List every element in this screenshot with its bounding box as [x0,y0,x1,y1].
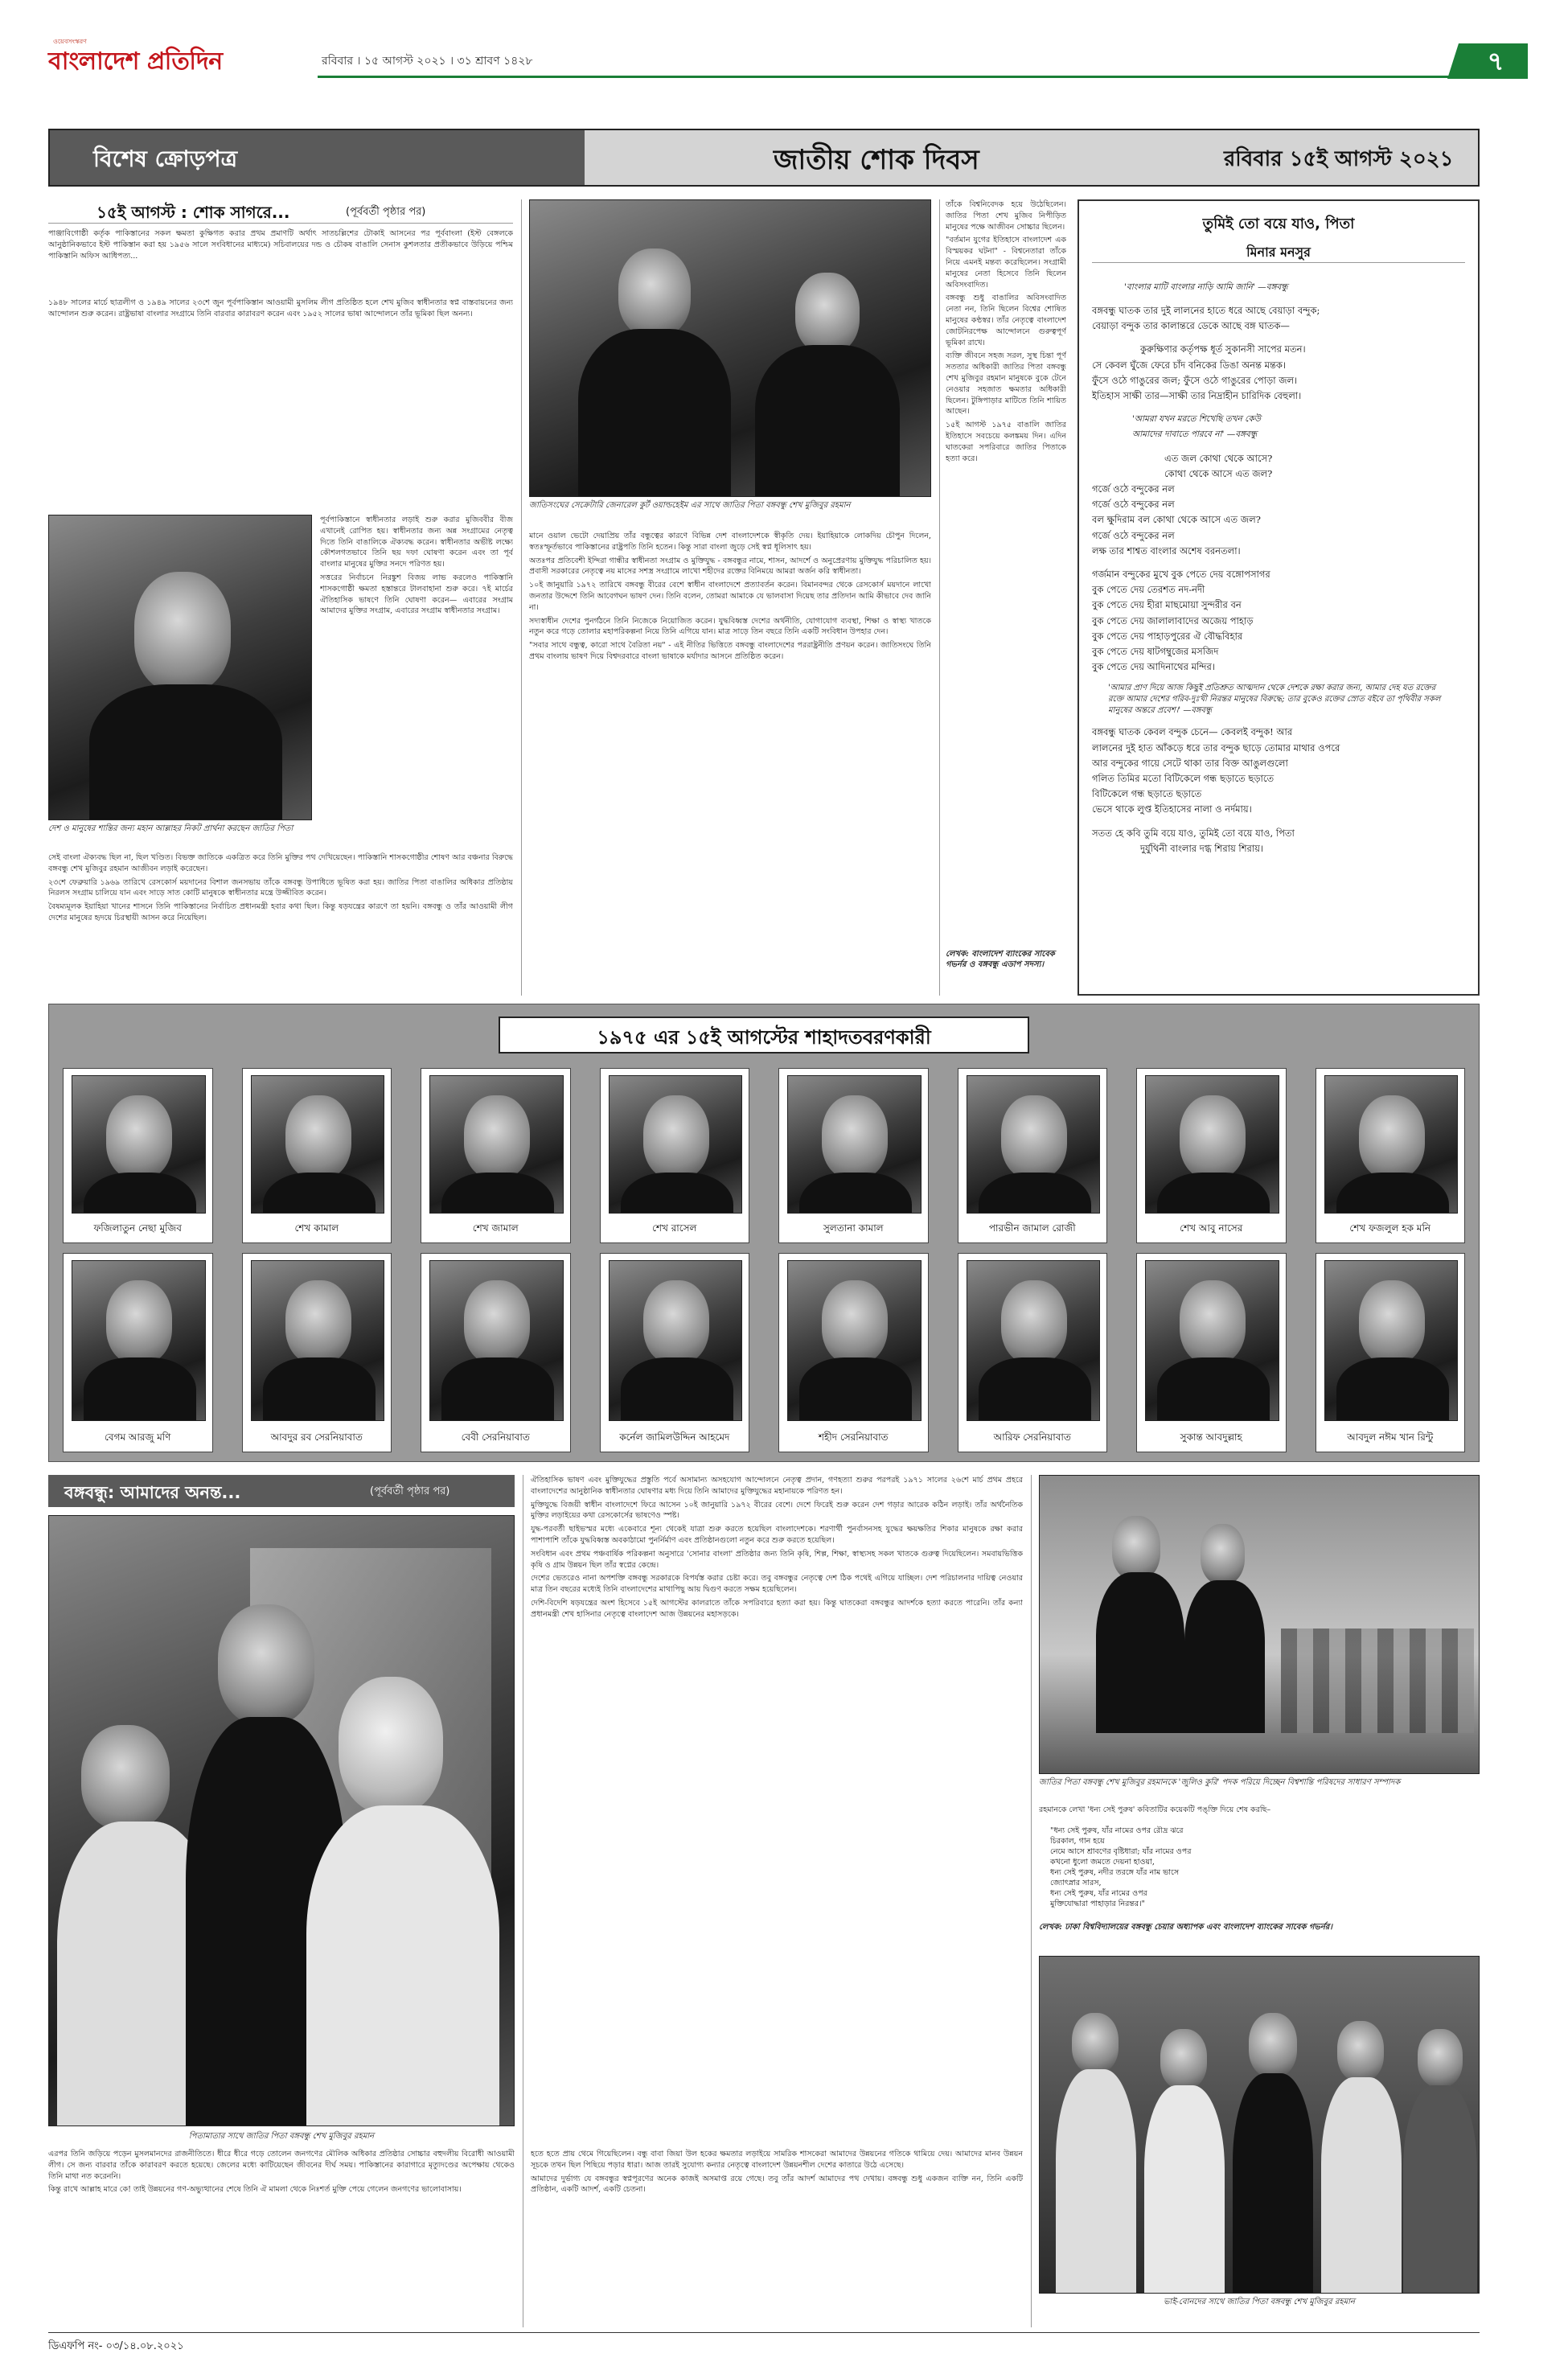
poem-line: ভেসে থাকে লুপ্ত ইতিহাসের নালা ও নর্দমায়। [1092,803,1252,815]
masthead [48,0,1528,129]
martyr-portrait-photo [1145,1075,1279,1214]
poem-line: গর্জমান বন্দুকের মুখে বুক পেতে দেয় বঙ্গোপসাগর [1092,569,1270,581]
poem-line: 'আমরা যখন মরতে শিখেছি তখন কেউ [1132,414,1261,425]
article1-col-a2 [320,515,513,824]
poem-line: এত জল কোথা থেকে আসে? [1164,452,1273,464]
column-divider [521,199,522,996]
martyr-portrait-photo [429,1260,564,1421]
photo-person-body [1144,2085,1225,2294]
article1-para: ১৯৪৮ সালের মার্চে ছাত্রলীগ ও ১৯৪৯ সালের ২৩শে জুন পূর্বপাকিস্তান আওয়ামী মুসলিম লীগ প্রতিষ্ঠিত হলে শেখ মুজিব স্বাধীনতার স্বপ্ন বাস্তবায়নের জন্য আন্দোলন শুরু করেন। রাষ্ট্রভাষা বাংলার সংগ্রামে তিনি বারবার কারাবরণ করেন এবং ১৯৫২ সালের ভাষা আন্দোলনে তাঁর ভূমিকা ছিল অনন্য। [48,298,513,318]
article1-para: বঙ্গবন্ধু শুধু বাঙালির অবিসংবাদিত নেতা নন, তিনি ছিলেন বিশ্বের শোষিত মানুষের কণ্ঠস্বর। তাঁর নেতৃত্বে বাংলাদেশ জোটনিরপেক্ষ আন্দোলনে গুরুত্বপূর্ণ ভূমিকা রাখে। [946,294,1066,347]
portrait-body [89,684,282,820]
martyr-face [822,1095,888,1179]
photo-bangabandhu-body [1233,2073,1313,2294]
article1-para: বৈষম্যমূলক ইয়াহিয়া খানের শাসনে তিনি পাকিস্তানের নির্বাচিত প্রধানমন্ত্রী হবার কথা ছিল। কিন্তু ষড়যন্ত্রের কারণে তা হয়নি। বঙ্গবন্ধু ও তাঁর আওয়ামী লীগ দেশের মানুষের হৃদয়ে চিরস্থায়ী আসন করে নিয়েছিল। [48,902,513,922]
photo-official-face [1201,1524,1245,1584]
photo-bangabandhu-body [1096,1572,1184,1733]
martyr-shoulders [1157,1173,1270,1214]
poem-line: গর্জে ওঠে বন্দুকের নল [1092,529,1175,541]
photo-person-1-body [578,329,731,497]
martyr-name: শহীদ সেরনিয়াবাত [818,1431,889,1443]
article2-bottom-left [48,2149,515,2327]
poem-line [1092,334,1465,342]
martyr-face [1001,1095,1067,1179]
quote-line: "ধন্য সেই পুরুষ, যাঁর নামের ওপর রৌদ্র ঝরে [1050,1826,1184,1835]
article2-right-intro: রহমানকে লেখা 'ধন্য সেই পুরুষ' কবিতাটির কয়েকটি পঙ্‌ক্তি দিয়ে শেষ করছি– [1039,1805,1271,1814]
martyr-portrait-photo [72,1260,206,1421]
column-divider [1031,1475,1032,2327]
martyr-face [1359,1280,1425,1364]
martyr-face [643,1095,709,1179]
martyr-card [1136,1068,1287,1243]
article1-para: সত্তরের নির্বাচনে নিরঙ্কুশ বিজয় লাভ করলেও পাকিস্তানি শাসকগোষ্ঠী ক্ষমতা হস্তান্তরে টালবাহানা শুরু করে। ৭ই মার্চের ঐতিহাসিক ভাষণে তিনি ঘোষণা করেন— এবারের সংগ্রাম আমাদের মুক্তির সংগ্রাম, এবারের সংগ্রাম স্বাধীনতার সংগ্রাম। [320,573,513,616]
martyr-card [1316,1253,1466,1452]
martyr-card [242,1253,392,1452]
article1-para: তাঁকে বিশ্বনিবেদক হয়ে উঠেছিলেন। জাতির পিতা শেখ মুজিব নিপীড়িত মানুষের পক্ষে আজীবন সোচ্চার ছিলেন। [946,200,1066,232]
article1-para: ১০ই জানুয়ারি ১৯৭২ তারিখে বঙ্গবন্ধু বীরের বেশে স্বাধীন বাংলাদেশে প্রত্যাবর্তন করেন। বিমানবন্দর থেকে রেসকোর্স ময়দানে লাখো জনতার উদ্দেশে তিনি আবেগঘন ভাষণ দেন। তিনি বলেন, তোমরা আমাকে যে ভালবাসা দিয়েছ তার প্রতিদান আমি কীভাবে দেব জানি না। [529,581,931,612]
martyr-card [421,1068,571,1243]
poem-line: ফুঁসে ওঠে গাঙুরের জল; ফুঁসে ওঠে গাঙুরের পোড়া জল। [1092,374,1298,386]
quote-line: ধন্য সেই পুরুষ, নদীর তরঙ্গে যাঁর নাম ভাসে [1050,1868,1180,1877]
article1-lead: পাঞ্জাবিগোষ্ঠী কর্তৃক পাকিস্তানের সকল ক্ষমতা কুক্ষিগত করার প্রথম প্রমাণটি অর্থাৎ সাতচল্লিশের টোকাই আসনের পর পূর্ববাংলা (ইস্ট বেঙ্গলকে আনুষ্ঠানিকভাবে ইস্ট পাকিস্তান করা হয় ১৯৫৬ সালে সংবিধানের মাধ্যমে) সচিবালয়ের দন্ড ও চৌকষ বাঙালি সেনাস কুশলতার প্রতীকভাবে উড়িয়ে পশ্চিম পাকিস্তানি অফিস আধিপত্য... [48,229,513,261]
martyr-face [285,1095,351,1179]
poem-line [1092,404,1465,412]
article2-quote [1050,1826,1468,1909]
portrait-face [134,572,231,692]
poem-line: বুক পেতে দেয় তেরশত নদ-নদী [1092,584,1205,596]
poem-line: বঙ্গবন্ধু ঘাতক কেবল বন্দুক চেনে— কেবলই বন্দুক! আর [1092,726,1293,738]
martyr-shoulders [1336,1173,1449,1214]
poem-line [1092,717,1465,725]
photo-audience [1281,1629,1474,1733]
article1-col-a [48,298,513,507]
article2-para: ঐতিহাসিক ভাষণ এবং মুক্তিযুদ্ধের প্রস্তুতি পর্বে অসামান্য অসহযোগ আন্দোলনে নেতৃত্ব প্রদান, গণহত্যা শুরুর পরপরই ১৯৭১ সালের ২৬শে মার্চ প্রথম প্রহরে বাংলাদেশের আনুষ্ঠানিক স্বাধীনতার ঘোষণার মধ্য দিয়ে তিনি আমাদের মুক্তিযুদ্ধের মহানায়কে পরিণত হন। [531,1476,1023,1496]
martyr-shoulders [979,1357,1091,1421]
martyr-shoulders [799,1173,912,1214]
article1-para: মানে ওয়াল ভেটো দেয়াপ্রিয় তাঁর বন্ধুত্বের কারণে বিভিন্ন দেশ বাংলাদেশকে স্বীকৃতি দেয়। ইয়াহিয়াকে লোকদিয় চৌপুন দিলেন, স্বতঃস্ফূর্তভাবে পাকিস্তানের রাষ্ট্রপতি তিনি হতেন। কিন্তু সারা বাংলা জুড়ে সেই স্বপ্ন ধূলিসাৎ হয়। [529,532,931,552]
martyr-portrait-photo [967,1260,1101,1421]
masthead-rule [318,76,1492,78]
martyr-face [1180,1280,1246,1364]
article2-para: এরপর তিনি জড়িয়ে পড়েন মুসলমানদের রাজনীতিতে। ধীরে ধীরে গড়ে তোলেন জনগণের মৌলিক অধিকার প্রতিষ্ঠার সোচ্চার বহুদলীয় বিরোধী আওয়ামী লীগ। সে জন্য বারবার তাঁকে কারাবরণ করতে হয়েছে। জেলের মধ্যে কাটিয়েছেন জীবনের দীর্ঘ সময়। পাকিস্তানের কারাগারে মৃত্যুদণ্ডের অপেক্ষায় থেকেও তিনি মাথা নত করেননি। [48,2150,515,2181]
martyr-card [600,1068,750,1243]
martyr-face [643,1280,709,1364]
article1-para: ব্যক্তি জীবনে সহজ সরল, সুস্থ চিন্তা পূর্ণ সততার অধিকারী জাতির পিতা বঙ্গবন্ধু শেখ মুজিবুর রহমান মানুষকে বুকে টেনে নেওয়ার সহজাত ক্ষমতার অধিকারী ছিলেন। টুঙ্গিপাড়ার মাটিতে তিনি শায়িত আছেন। [946,351,1066,417]
martyr-card [600,1253,750,1452]
martyr-face [464,1095,530,1179]
article2-para: আমাদের দুর্ভাগ্য যে বঙ্গবন্ধুর স্বপ্নপূরণের অনেক কাজই অসমাপ্ত রয়ে গেছে। তবু তাঁর আদর্শ আমাদের পথ দেখায়। বঙ্গবন্ধু শুধু একজন ব্যক্তি নন, তিনি একটি প্রতিষ্ঠান, একটি আদর্শ, একটি চেতনা। [531,2174,1023,2195]
praying-portrait-caption: দেশ ও মানুষের শান্তির জন্য মহান আল্লাহর নিকট প্রার্থনা করছেন জাতির পিতা [48,824,293,833]
poem-line [1092,818,1465,826]
martyr-shoulders [263,1173,376,1214]
martyr-card [958,1253,1108,1452]
family-photo [48,1515,515,2126]
martyr-portrait-photo [1145,1260,1279,1421]
poem-line: বিটিকেলে গন্ধ ছড়াতে ছড়াতে [1092,788,1202,800]
photo-father-face [339,1677,443,1813]
column-divider [939,199,940,996]
martyrs-row-2 [48,1248,1480,1457]
poem-line: আমাদের দাবাতে পারবে না' —বঙ্গবন্ধু [1132,429,1258,440]
medal-ceremony-caption: জাতির পিতা বঙ্গবন্ধু শেখ মুজিবুর রহমানকে 'জুলিও কুরি' পদক পরিয়ে দিচ্ছেন বিশ্বশান্তি পরিষদের সাধারণ সম্পাদক [1039,1778,1401,1787]
martyr-portrait-photo [72,1075,206,1214]
page-number: ৭ [1487,46,1504,76]
martyr-shoulders [84,1173,196,1214]
martyr-face [822,1280,888,1364]
poem-line: লক্ষ তার শাশ্বত বাংলার অশেষ বরনতলা। [1092,544,1241,557]
photo-father-body [306,1805,499,2126]
martyr-name: কর্নেল জামিলউদ্দিন আহমেদ [619,1431,730,1443]
article1-para: অতঃপর প্রতিবেশী ইন্দিরা গান্ধীর স্বাধীনতা সংগ্রাম ও মুক্তিযুদ্ধ - বঙ্গবন্ধুর নামে, শাসন, আদর্শে ও অনুপ্রেরণায় মুক্তিযুদ্ধ পরিচালিত হয়। প্রবাসী সরকারের নেতৃত্বে নয় মাসের সশস্ত্র সংগ্রামে লাখো শহীদের রক্তের বিনিময়ে আমরা অর্জন করি স্বাধীনতা। [529,556,931,577]
quote-line: চিরকাল, গান হয়ে [1050,1837,1105,1846]
martyr-shoulders [1157,1357,1270,1421]
poem-line: বুক পেতে দেয় আদিনাথের মন্দির। [1092,661,1215,673]
article2-para: সংবিধান এবং প্রথম পঞ্চবার্ষিক পরিকল্পনা অনুসারে 'সোনার বাংলা' প্রতিষ্ঠার জন্য তিনি কৃষি, শিল্প, শিক্ষা, স্বাস্থ্যসহ সকল খাতকে গুরুত্ব দিয়েছিলেন। সমবায়ভিত্তিক কৃষি ও গ্রাম উন্নয়ন ছিল তাঁর স্বপ্নের কেন্দ্রে। [531,1549,1023,1570]
poem-line: বেয়াড়া বন্দুক তার কালান্তরে ডেকে আছে বঙ্গ ঘাতক— [1092,320,1290,332]
martyrs-row-1 [48,1063,1480,1248]
martyr-card [778,1253,929,1452]
article1-para: "বর্তমান যুগের ইতিহাসে বাংলাদেশ এক বিস্ময়কর ঘটনা" - বিশ্বনেতারা তাঁকে নিয়ে এমনই মন্তব্য করেছিলেন। সংগ্রামী মানুষের নেতা হিসেবে তিনি ছিলেন অবিসংবাদিত। [946,236,1066,290]
martyr-card [778,1068,929,1243]
siblings-photo [1039,1956,1480,2294]
article2-para: মুক্তিযুদ্ধে বিজয়ী স্বাধীন বাংলাদেশে ফিরে আসেন ১০ই জানুয়ারি ১৯৭২ বীরের বেশে। দেশে ফিরেই শুরু করেন দেশ গড়ার আরেক কঠিন লড়াই। তাঁর অর্থনৈতিক মুক্তির লড়াইয়ের কথা রেসকোর্সের ভাষণেও স্পষ্ট। [531,1500,1023,1521]
praying-portrait-photo [48,515,312,820]
poem-line: বুক পেতে দেয় জালালাবাদের অজেয় পাহাড় [1092,614,1254,626]
poem-line: বুক পেতে দেয় হীরা মাছমোয়া সুন্দরীর বন [1092,599,1242,611]
martyr-name: আবদুর রব সেরনিয়াবাত [270,1431,363,1443]
quote-line: জ্যোৎস্নার সারস, [1050,1879,1102,1887]
poem-line [1092,675,1465,683]
martyr-name: বেগম আরজু মণি [105,1431,171,1443]
quote-line: ধন্য সেই পুরুষ, যাঁর নামের ওপর [1050,1889,1147,1898]
poem-line: আর বন্দুকের গায়ে সেটে থাকা তার বিক্ত আঙুলগুলো [1092,757,1288,769]
martyr-card [958,1068,1108,1243]
poem-line: গলিত তিমির মতো বিটিকেলে গন্ধ ছড়াতে ছড়াতে [1092,773,1275,785]
poem-box [1077,199,1480,996]
article1-para: "সবার সাথে বন্ধুত্ব, কারো সাথে বৈরিতা নয়" - এই নীতির ভিত্তিতে বঙ্গবন্ধু বাংলাদেশের পররাষ্ট্রনীতি প্রণয়ন করেন। জাতিসংঘে তিনি প্রথম বাংলায় ভাষণ দিয়ে বিশ্বদরবারে বাংলা ভাষাকে মর্যাদার আসনে প্রতিষ্ঠিত করেন। [529,641,931,661]
photo-person-face [1418,2029,1463,2087]
medal-ceremony-photo [1039,1475,1480,1774]
photo-person-1-face [618,248,691,337]
photo-bangabandhu-face [1249,2013,1297,2077]
poem-lines [1092,303,1465,856]
poem-title: তুমিই তো বয়ে যাও, পিতা [1202,216,1355,232]
martyr-name: শেখ রাসেল [652,1222,697,1234]
poem-line: কোথা থেকে আসে এত জল? [1164,467,1273,479]
martyr-shoulders [263,1357,376,1421]
martyr-face [285,1280,351,1364]
poem-line [1092,559,1465,567]
article2-bottom-right [531,2149,1023,2327]
martyr-name: শেখ আবু নাসের [1180,1222,1243,1234]
martyr-shoulders [621,1357,733,1421]
martyr-name: বেবী সেরনিয়াবাত [461,1431,530,1443]
article2-continued: (পূর্ববর্তী পৃষ্ঠার পর) [370,1485,450,1497]
martyr-portrait-photo [787,1075,922,1214]
article1-heading [48,199,513,224]
poem-author: মিনার মনসুর [1246,244,1311,260]
masthead-date: রবিবার । ১৫ আগস্ট ২০২১ । ৩১ শ্রাবণ ১৪২৮ [322,55,533,68]
article2-para: হতে হতে প্রায় থেমে গিয়েছিলেন। বন্ধু বাবা জিয়া উল হকের ক্ষমতার লড়াইয়ে সামরিক শাসকেরা আমাদের উন্নয়নের গতিকে থামিয়ে দেয়। আমাদের মানব উন্নয়ন সূচকে তখন ছিল পিছিয়ে পড়ার ধারা। আজ তারই সুযোগ্য কন্যার নেতৃত্বে বাংলাদেশ উন্নয়নশীল দেশের কাতারে উঠে এসেছে। [531,2150,1023,2170]
poem-line: দুর্যুথিনী বাংলার দগ্ধ শিরায় শিরায়। [1140,842,1264,854]
martyr-face [106,1095,172,1179]
photo-person-body [1321,2077,1402,2294]
martyr-card [242,1068,392,1243]
martyr-card [421,1253,571,1452]
poem-line: বঙ্গবন্ধু ঘাতক তার দুই লালনের হাতে ধরে আছে বেয়াড়া বন্দুক; [1092,305,1320,316]
martyr-portrait-photo [251,1260,385,1421]
poem-line: বল ক্ষুদিরাম বল কোথা থেকে আসে এত জল? [1092,514,1261,526]
photo-person-body [1403,2085,1477,2294]
article1-para: পূর্বপাকিস্তানে স্বাধীনতার লড়াই শুরু করার মুজিববীর বীজ এখানেই রোপিত হয়। স্বাধীনতার জন্য অন্ন সংগ্রামের নেতৃত্ব দিতে তিনি বাঙালিকে ঐক্যবদ্ধ করেন। স্বাধীনতার অভীষ্ট লক্ষ্যে কৌশলগতভাবে তিনি ছয় দফা ঘোষণা করেন এবং তা পূর্ব বাংলার মানুষের মুক্তির সনদে পরিণত হয়। [320,515,513,569]
martyr-portrait-photo [609,1075,743,1214]
martyr-name: পারভীন জামাল রোজী [988,1222,1076,1234]
quote-line: মুক্তিযোদ্ধারা পাহাড়ার নিরন্তর।" [1050,1900,1145,1908]
martyr-shoulders [799,1357,912,1421]
martyr-face [106,1280,172,1364]
poem-line: গর্জে ওঠে বন্দুকের নল [1092,483,1175,495]
section-center-title: জাতীয় শোক দিবস [774,144,979,176]
photo-person-face [1072,2013,1119,2073]
poem-line: বুক পেতে দেয় পাহাড়পুরের ঐ বৌদ্ধবিহার [1092,630,1243,642]
martyr-name: শেখ ফজলুল হক মনি [1349,1222,1431,1234]
article1-col-b [48,852,513,997]
photo-person-face [1337,2021,1384,2081]
article1-para: ১৫ই আগস্ট ১৯৭৫ বাঙালি জাতির ইতিহাসে সবচেয়ে কলঙ্কময় দিন। এদিন ঘাতকেরা সপরিবারে জাতির পিতাকে হত্যা করে। [946,421,1066,463]
section-date: রবিবার ১৫ই আগস্ট ২০২১ [1224,147,1454,171]
article2-para: দেশি-বিদেশি ষড়যন্ত্রের অংশ হিসেবে ১৫ই আগস্টের কালরাতে তাঁকে সপরিবারে হত্যা করা হয়। কিন্তু ঘাতকেরা বঙ্গবন্ধুর আদর্শকে হত্যা করতে পারেনি। তাঁর কন্যা প্রধানমন্ত্রী শেখ হাসিনার নেতৃত্বে বাংলাদেশ আজ উন্নয়নের মহাসড়কে। [531,1598,1023,1619]
article1-para: সদ্যস্বাধীন দেশের পুনর্গঠনে তিনি নিজেকে নিয়োজিত করেন। যুদ্ধবিধ্বস্ত দেশের অর্থনীতি, যোগাযোগ ব্যবস্থা, শিক্ষা ও স্বাস্থ্য খাতকে নতুন করে গড়ে তোলার মহাপরিকল্পনা নিয়ে তিনি এগিয়ে যান। মাত্র সাড়ে তিন বছরে তিনি একটি সংবিধান উপহার দেন। [529,616,931,637]
poem-line: গর্জে ওঠে বন্দুকের নল [1092,499,1175,511]
un-meeting-photo [529,199,931,497]
martyrs-title: ১৯৭৫ এর ১৫ই আগস্টের শাহাদতবরণকারী [597,1026,931,1049]
article2-mid-col [531,1475,1023,2139]
family-photo-caption: পিতামাতার সাথে জাতির পিতা বঙ্গবন্ধু শেখ মুজিবুর রহমান [188,2132,375,2141]
martyr-face [1180,1095,1246,1179]
un-meeting-caption: জাতিসংঘের সেক্রেটারি জেনারেল কুর্ট ওয়াল্ডহেইম এর সাথে জাতির পিতা বঙ্গবন্ধু শেখ মুজিবুর রহমান [529,501,851,510]
quote-line: কখনো ধুলো জমতে দেয়না হাওয়া, [1050,1858,1155,1867]
martyr-name: সুকান্ত আবদুল্লাহ [1180,1431,1242,1443]
article1-col-d [946,199,1066,947]
photo-bangabandhu-face [1112,1516,1160,1580]
article1-para: সেই বাংলা ঐক্যবদ্ধ ছিল না, ছিল খণ্ডিত। বিভক্ত জাতিকে একত্রিত করে তিনি মুক্তির পথ দেখিয়েছেন। পাকিস্তানি শাসকগোষ্ঠীর শোষণ আর বঞ্চনার বিরুদ্ধে বঙ্গবন্ধু শেখ মুজিবুর রহমান আজীবন লড়াই করেছেন। [48,853,513,873]
martyr-shoulders [1336,1357,1449,1421]
article2-byline: লেখক: ঢাকা বিশ্ববিদ্যালয়ের বঙ্গবন্ধু চেয়ার অধ্যাপক এবং বাংলাদেশ ব্যাংকের সাবেক গভর্নর। [1039,1923,1332,1932]
martyr-portrait-photo [787,1260,922,1421]
martyr-face [1359,1095,1425,1179]
martyr-portrait-photo [1324,1075,1459,1214]
martyr-face [1001,1280,1067,1364]
poem-rule [1092,262,1465,263]
article1-continued: (পূর্ববর্তী পৃষ্ঠার পর) [346,206,426,218]
martyr-shoulders [441,1173,554,1214]
martyr-name: শেখ জামাল [472,1222,519,1234]
poem-line: 'আমার প্রাণ দিয়ে আজ কিছুই প্রতিশ্রুত আত্মদান থেকে দেশকে রক্ষা করার জন্য, আমার দেহ যত রক্তের রক্তে আমার দেশের গরিব-দুঃখী নিরন্তর মানুষের বিরুদ্ধে; তার বুকেও রক্তের স্রোত বইবে তা পৃথিবীর সকল মানুষের অন্তরে প্রবেশ।' —বঙ্গবন্ধু [1108,684,1441,716]
article2-para: কিন্তু রাখে আল্লাহ মারে কে! তাই উন্নয়নের গণ-অভ্যুত্থানের শেষে তিনি ঐ মামলা থেকে নিঃশর্ত মুক্তি পেয়ে গেলেন জনগণের ভালোবাসায়। [48,2185,462,2195]
martyr-shoulders [979,1173,1091,1214]
photo-person-face [1160,2029,1207,2089]
photo-official-body [1184,1580,1265,1733]
martyr-portrait-photo [251,1075,385,1214]
martyr-name: আবদুল নঈম খান রিন্টু [1347,1431,1434,1443]
article1-col-c [529,531,931,996]
photo-person-2-face [795,273,860,353]
martyr-card [1316,1068,1466,1243]
poem-line: সে কেবল ঘুঁজে ফেরে চাঁদ বনিকের ডিঙা অনন্ত মন্তক। [1092,359,1287,371]
article2-para: যুদ্ধ-পরবর্তী ছাইভস্মর মধ্যে একেবারে শূন্য থেকেই যাত্রা শুরু করতে হয়েছিল বাংলাদেশকে। শরণার্থী পুনর্বাসনসহ যুদ্ধের ক্ষয়ক্ষতির শিকার মানুষকে রক্ষা করার পাশাপাশি তাঁকে যুদ্ধবিধ্বস্ত অবকাঠামো পুনর্নির্মাণ এবং প্রতিষ্ঠানগুলো নতুন করে শুরু করতে হয়েছিল। [531,1525,1023,1545]
poem-line: বুক পেতে দেয় ষাটগম্বুজের মসজিদ [1092,646,1219,658]
martyr-face [464,1280,530,1364]
photo-bangabandhu-face [218,1604,314,1725]
martyr-name: সুলতানা কামাল [823,1222,884,1234]
article1-para: ২৩শে ফেব্রুয়ারি ১৯৬৯ তারিখে রেসকোর্স ময়দানের বিশাল জনসভায় তাঁকে বঙ্গবন্ধু উপাধিতে ভূষিত করা হয়। জাতির পিতা বাঙালির অধিকার প্রতিষ্ঠায় নিরলস সংগ্রাম চালিয়ে যান এবং সাড়ে সাত কোটি মানুষকে স্বাধীনতার মন্ত্রে উজ্জীবিত করেন। [48,877,513,898]
photo-person-body [1056,2069,1136,2294]
martyr-card [63,1068,213,1243]
martyr-portrait-photo [967,1075,1101,1214]
poem-epigraph: 'বাংলার মাটি বাংলার নাড়ি আমি জানি' —বঙ্গবন্ধু [1124,282,1288,292]
logo-small-label: ওয়েবসংস্করণ [53,38,87,45]
martyr-name: ফজিলাতুন নেছা মুজিব [93,1222,182,1234]
article1-title: ১৫ই আগস্ট : শোক সাগরে... [96,203,290,222]
photo-mother-face [81,1725,170,1830]
martyr-card [1136,1253,1287,1452]
article1-byline: লেখক: বাংলাদেশ ব্যাংকের সাবেক গভর্নর ও বঙ্গবন্ধু এডাপ সদস্য। [946,950,1055,969]
poem-line [1092,443,1465,451]
quote-line: নেমে আসে শ্রাবণের বৃষ্টিধারা; যাঁর নামের ওপর [1050,1847,1192,1856]
newspaper-logo[interactable]: বাংলাদেশ প্রতিদিন [48,47,223,76]
martyr-shoulders [621,1173,733,1214]
martyr-portrait-photo [1324,1260,1459,1421]
poem-line: কুরুক্ষিণার কর্তৃপক্ষ ধূর্ত সুকানসী সাপের মতন। [1140,343,1306,355]
martyr-card [63,1253,213,1452]
martyr-portrait-photo [609,1260,743,1421]
article2-para: দেশের ভেতরেও নানা অপশক্তি বঙ্গবন্ধু সরকারকে বিপর্যস্ত করার চেষ্টা করে। তবু বঙ্গবন্ধুর নেতৃত্বে দেশ ঠিক পথেই এগিয়ে যাচ্ছিল। দেশ পরিচালনার দায়িত্ব নেওয়ার মাত্র তিন বছরের মধ্যেই তিনি বাংলাদেশের মাথাপিছু আয় দ্বিগুণ করতে সক্ষম হয়েছিলেন। [531,1574,1023,1595]
poem-line: ইতিহাস সাক্ষী তার—সাক্ষী তার নিদ্রাহীন চারিদিক বেহুলা। [1092,390,1302,402]
martyr-name: শেখ কামাল [294,1222,339,1234]
article2-title: বঙ্গবন্ধু: আমাদের অনন্ত... [64,1483,241,1502]
poem-line: লালনের দুই হাত আঁকড়ে ধরে তার বন্দুক ছাড়ে তোমার মাথার ওপরে [1092,741,1340,754]
section-label-text: বিশেষ ক্রোড়পত্র [93,146,238,172]
martyr-portrait-photo [429,1075,564,1214]
martyr-name: আরিফ সেরনিয়াবাত [993,1431,1071,1443]
poem-line: সতত হে কবি তুমি বয়ে যাও, তুমিই তো বয়ে যাও, পিতা [1092,827,1295,839]
photo-person-2-body [755,345,900,497]
section-bar [48,129,1480,187]
article2-heading [48,1475,515,1507]
martyr-shoulders [441,1357,554,1421]
martyr-shoulders [84,1357,196,1421]
footer-code: ডিএফপি নং- ০৩/১৪.০৮.২০২১ [48,2340,184,2352]
siblings-caption: ভাই-বোনদের সাথে জাতির পিতা বঙ্গবন্ধু শেখ মুজিবুর রহমান [1163,2298,1356,2306]
footer-rule [48,2332,1480,2333]
